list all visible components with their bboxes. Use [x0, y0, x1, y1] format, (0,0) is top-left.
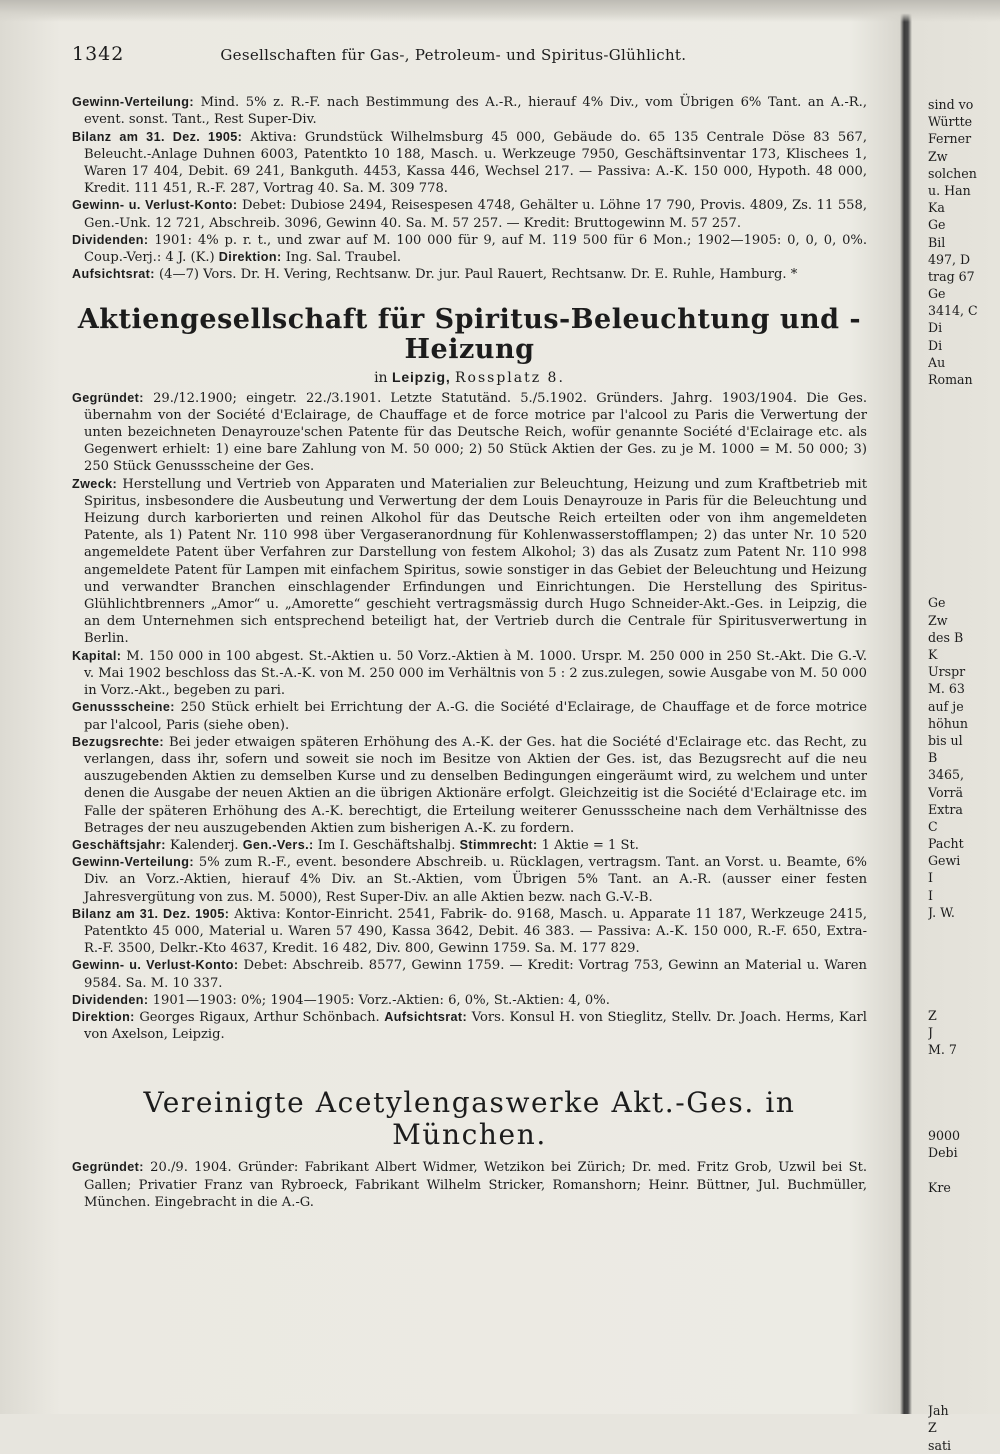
- entry1-gegruendet-paragraph: [72, 390, 867, 476]
- adjacent-page-line: Ge: [928, 595, 946, 611]
- entry1-location: [72, 369, 867, 387]
- adjacent-page-line: [928, 1093, 1000, 1110]
- adjacent-page-line: [928, 1110, 1000, 1127]
- entry1-bilanz-paragraph: [72, 906, 867, 958]
- adjacent-page-line: [928, 1351, 1000, 1368]
- adjacent-page-line: [928, 509, 1000, 526]
- entry1-gewinn-paragraph: [72, 854, 867, 906]
- entry1-genvers-text: Im I. Geschäftshalbj.: [317, 837, 456, 853]
- entry1-genussscheine-paragraph: [72, 699, 867, 733]
- entry1-direktion-label: Direktion:: [72, 1009, 135, 1024]
- adjacent-page-line: [928, 921, 1000, 938]
- adjacent-page-line: [928, 423, 1000, 440]
- adjacent-page-line: [928, 491, 1000, 508]
- adjacent-page-line: I: [928, 887, 933, 903]
- prev-gewinn-label: Gewinn-Verteilung:: [72, 95, 194, 110]
- adjacent-page-line: I: [928, 870, 933, 886]
- adjacent-page-line: Zw: [928, 148, 948, 164]
- adjacent-page-line: trag 67: [928, 268, 975, 284]
- prev-gewinn-text: Mind. 5% z. R.-F. nach Bestimmung des A.-R., hierauf 4% Div., vom Übrigen 6% Tant. an A.-R., event. sonst. Tant., Rest Super-Div.: [84, 95, 867, 128]
- entry1-aufsichtsrat-text: Vors. Konsul H. von Stieglitz, Stellv. Dr. Joach. Herms, Karl von Axelson, Leipzig.: [84, 1009, 867, 1043]
- adjacent-page-line: Ka: [928, 200, 945, 216]
- adjacent-page-line: Ferner: [928, 131, 972, 147]
- adjacent-page-line: Ge: [928, 286, 946, 302]
- entry1-bezugsrechte-label: Bezugsrechte:: [72, 734, 164, 749]
- entry2-title: Vereinigte Acetylengaswerke Akt.-Ges. in München.: [143, 1086, 796, 1152]
- adjacent-page-line: 3465,: [928, 767, 965, 783]
- previous-entry: [72, 94, 867, 283]
- adjacent-page-line: Debi: [928, 1145, 958, 1161]
- prev-bilanz-label: Bilanz am 31. Dez. 1905:: [72, 129, 243, 144]
- entry1-bilanz-text: Aktiva: Kontor-Einricht. 2541, Fabrik- do. 9168, Masch. u. Apparate 11 187, Werkzeuge 2415, Patentkto 45 000, Material u. Waren 57 490, Kassa 3642, Debit. 46 383. — Passiva: A.-K. 150 000, R.-F. 650, Extra-R.-F. 3500, Delkr.-Kto 4637, Kredit. 16 482, Div. 800, Gewinn 1759. Sa. M. 177 829.: [84, 906, 867, 957]
- adjacent-page-line: [928, 1213, 1000, 1230]
- entry1-gegruendet-text: 29./12.1900; eingetr. 22./3.1901. Letzte Statutänd. 5./5.1902. Gründers. Jahrg. 1903/1904. Die Ges. übernahm von der Société d'Eclairage, de Chauffage et de force motrice par l'alcool zu Paris die Verwertung der unten bezeichneten Denayrouze'schen Patente für das Deutsche Reich, wofür genannte Société d'Eclairage etc. als Gegenwert erhielt: 1) eine bare Zahlung von M. 50 000; 2) 50 Stück Aktien der Ges. zu je M. 1000 = M. 50 000; 3) 250 Stück Genussscheine der Ges.: [84, 390, 867, 475]
- adjacent-page-line: [928, 526, 1000, 543]
- adjacent-page-line: Di: [928, 337, 943, 353]
- prev-direktion-text: Ing. Sal. Traubel.: [285, 250, 402, 266]
- adjacent-page-line: Pacht: [928, 836, 964, 852]
- adjacent-page-line: [928, 1368, 1000, 1385]
- adjacent-page-line: [928, 1316, 1000, 1333]
- entry2-gegruendet-paragraph: [72, 1159, 867, 1211]
- entry1-stimmrecht-text: 1 Aktie = 1 St.: [541, 837, 639, 853]
- adjacent-page-line: Vorrä: [928, 784, 964, 800]
- adjacent-page-line: Zw: [928, 612, 948, 628]
- adjacent-page-line: Extra: [928, 801, 963, 817]
- adjacent-page-line: M. 7: [928, 1042, 957, 1058]
- adjacent-page-line: [928, 973, 1000, 990]
- entry1-guv-paragraph: [72, 957, 867, 991]
- entry1-gegruendet-label: Gegründet:: [72, 390, 144, 405]
- entry1-kapital-text: M. 150 000 in 100 abgest. St.-Aktien u. 50 Vorz.-Aktien à M. 1000. Urspr. M. 250 000 in 250 St.-Akt. Die G.-V. v. Mai 1902 beschloss das St.-A.-K. von M. 250 000 im Verhältnis von 5 : 2 zus.zulegen, sowie Ausgabe von M. 50 000 in Vorz.-Akt., begeben zu pari.: [84, 648, 867, 699]
- adjacent-page-line: [928, 560, 1000, 577]
- entry1-stimmrecht-label: Stimmrecht:: [459, 837, 538, 852]
- adjacent-page-line: Bil: [928, 234, 946, 250]
- adjacent-page-line: [928, 1059, 1000, 1076]
- running-title: Gesellschaften für Gas-, Petroleum- und Spiritus-Glühlicht.: [220, 46, 687, 64]
- entry2-gegruendet-text: 20./9. 1904. Gründer: Fabrikant Albert Widmer, Wetzikon bei Zürich; Dr. med. Fritz Grob, Uzwil bei St. Gallen; Privatier Franz van Rybroeck, Fabrikant Wilhelm Stricker, Romanshorn; Heinr. Büttner, Jul. Buchmüller, München. Eingebracht in die A.-G.: [84, 1160, 867, 1210]
- entry2-gegruendet-label: Gegründet:: [72, 1160, 144, 1175]
- adjacent-page-line: sind vo: [928, 97, 974, 112]
- entry1-dividenden-paragraph: [72, 992, 867, 1009]
- prev-bilanz-text: Aktiva: Grundstück Wilhelmsburg 45 000, Gebäude do. 65 135 Centrale Döse 83 567, Beleucht.-Anlage Duhnen 6003, Patentkto 10 188, Masch. u. Werkzeuge 7950, Geschäftsinventar 173, Klischees 1, Waren 17 404, Debit. 69 241, Bankguth. 4453, Kassa 446, Wechsel 217. — Passiva: A.-K. 150 000, Hypoth. 48 000, Kredit. 111 451, R.-F. 287, Vortrag 40. Sa. M. 309 778.: [84, 129, 867, 197]
- entry1-genussscheine-label: Genussscheine:: [72, 700, 175, 715]
- entry1-bezugsrechte-paragraph: [72, 734, 867, 837]
- adjacent-page-line: [928, 955, 1000, 972]
- entry1-gewinn-label: Gewinn-Verteilung:: [72, 855, 194, 870]
- adjacent-page-line: [928, 1282, 1000, 1299]
- prev-gewinn-paragraph: [72, 94, 867, 128]
- adjacent-page-line: Kre: [928, 1179, 951, 1195]
- entry1-geschaeftsjahr-text: Kalenderj.: [169, 837, 239, 853]
- adjacent-page-line: B: [928, 750, 938, 766]
- entry1-aufsichtsrat-label: Aufsichtsrat:: [384, 1009, 468, 1024]
- entry1-zweck-paragraph: [72, 476, 867, 648]
- adjacent-page-line: Urspr: [928, 664, 966, 680]
- prev-guv-label: Gewinn- u. Verlust-Konto:: [72, 198, 238, 213]
- entry1-location-city: Leipzig,: [392, 369, 451, 386]
- prev-dividenden-text: 1901: 4% p. r. t., und zwar auf M. 100 000 für 9, auf M. 119 500 für 6 Mon.; 1902—1905: 0, 0, 0, 0%. Coup.-Verj.: 4 J. (K.): [84, 232, 867, 266]
- adjacent-page-line: 3414, C: [928, 303, 978, 319]
- adjacent-page-line: des B: [928, 629, 964, 645]
- main-column: [72, 43, 867, 1211]
- page-number: 1342: [72, 43, 125, 65]
- adjacent-page-line: [928, 1076, 1000, 1093]
- entry1-location-street: Rossplatz 8.: [454, 370, 565, 387]
- entry1-bilanz-label: Bilanz am 31. Dez. 1905:: [72, 906, 230, 921]
- adjacent-page-line: [928, 1299, 1000, 1316]
- adjacent-page-line: [928, 440, 1000, 457]
- adjacent-page-line: [928, 1385, 1000, 1402]
- prev-aufsichtsrat-text: (4—7) Vors. Dr. H. Vering, Rechtsanw. Dr. jur. Paul Rauert, Rechtsanw. Dr. E. Ruhle, Hamburg. *: [159, 267, 798, 283]
- adjacent-page-line: 9000: [928, 1128, 961, 1144]
- adjacent-page-line: [928, 577, 1000, 594]
- adjacent-page-line: [928, 457, 1000, 474]
- adjacent-page-line: solchen: [928, 165, 977, 181]
- adjacent-page-line: M. 63: [928, 681, 965, 697]
- adjacent-page-line: [928, 543, 1000, 560]
- adjacent-page-fragment: [928, 96, 1000, 1454]
- entry1-zweck-label: Zweck:: [72, 476, 118, 491]
- adjacent-page-line: höhun: [928, 715, 969, 731]
- adjacent-page-line: J. W.: [928, 904, 955, 920]
- entry1-bezugsrechte-text: Bei jeder etwaigen späteren Erhöhung des A.-K. der Ges. hat die Société d'Eclairage etc. das Recht, zu verlangen, dass ihr, sofern und soweit sie noch im Besitze von Aktien der Ges. ist, das Bezugsrecht auf die neu auszugebenden Aktien zu demselben Kurse und zu denselben Bedingungen eingeräumt wird, zu welchem und unter denen die Ausgabe der neuen Aktien an die übrigen Aktionäre erfolgt. Gleichzeitig ist die Société d'Eclairage etc. im Falle der späteren Erhöhung des A.-K. berechtigt, die Erteilung weiterer Genussscheine nach dem Verhältnisse des Betrages der neu auszugebenden Aktien zum bisherigen A.-K. zu fordern.: [84, 734, 867, 836]
- entry1-title: Aktiengesellschaft für Spiritus-Beleuchtung und -Heizung: [77, 304, 862, 366]
- adjacent-page-line: Württe: [928, 114, 973, 130]
- entry1-direktion-text: Georges Rigaux, Arthur Schönbach.: [139, 1009, 380, 1025]
- adjacent-page-line: 497, D: [928, 251, 971, 267]
- adjacent-page-line: Jah: [928, 1403, 949, 1419]
- adjacent-page-line: bis ul: [928, 732, 963, 748]
- adjacent-page-line: [928, 1196, 1000, 1213]
- adjacent-page-line: Gewi: [928, 853, 961, 869]
- entry-acetylengaswerke: [72, 1087, 867, 1211]
- adjacent-page-line: [928, 938, 1000, 955]
- adjacent-page-line: Z: [928, 1420, 937, 1436]
- entry1-location-prefix: in: [374, 370, 388, 387]
- adjacent-page-line: Ge: [928, 217, 946, 233]
- entry1-direktion-paragraph: [72, 1009, 867, 1043]
- entry1-kapital-paragraph: [72, 648, 867, 700]
- adjacent-page-line: [928, 388, 1000, 405]
- prev-aufsichtsrat-paragraph: [72, 266, 867, 283]
- adjacent-page-line: u. Han: [928, 182, 971, 198]
- entry1-geschaeftsjahr-label: Geschäftsjahr:: [72, 837, 166, 852]
- entry1-dividenden-label: Dividenden:: [72, 992, 149, 1007]
- adjacent-page-line: J: [928, 1025, 934, 1041]
- page-header: [72, 43, 867, 65]
- adjacent-page-line: sati: [928, 1437, 952, 1453]
- entry1-dividenden-text: 1901—1903: 0%; 1904—1905: Vorz.-Aktien: 6, 0%, St.-Aktien: 4, 0%.: [152, 992, 610, 1008]
- entry1-kapital-label: Kapital:: [72, 648, 122, 663]
- adjacent-page-line: K: [928, 647, 938, 662]
- adjacent-page-line: Di: [928, 320, 943, 336]
- adjacent-page-line: [928, 1162, 1000, 1179]
- entry1-guv-label: Gewinn- u. Verlust-Konto:: [72, 958, 239, 973]
- prev-guv-paragraph: [72, 197, 867, 231]
- scan-top-edge: [0, 0, 1000, 22]
- adjacent-page-line: [928, 1265, 1000, 1282]
- entry1-geschaeftsjahr-paragraph: [72, 837, 867, 854]
- entry-spiritus-beleuchtung: [72, 305, 867, 1043]
- prev-dividenden-label: Dividenden:: [72, 232, 149, 247]
- adjacent-page-line: [928, 405, 1000, 422]
- prev-guv-text: Debet: Dubiose 2494, Reisespesen 4748, Gehälter u. Löhne 17 790, Provis. 4809, Zs. 11 558, Gen.-Unk. 12 721, Abschreib. 3096, Gewinn 40. Sa. M. 57 257. — Kredit: Bruttogewinn M. 57 257.: [84, 198, 867, 231]
- adjacent-page-line: Z: [928, 1007, 937, 1023]
- adjacent-page-line: [928, 474, 1000, 491]
- prev-bilanz-paragraph: [72, 129, 867, 198]
- adjacent-page-line: auf je: [928, 698, 964, 714]
- adjacent-page-line: [928, 1248, 1000, 1265]
- adjacent-page-line: Au: [928, 354, 946, 370]
- adjacent-page-line: [928, 1334, 1000, 1351]
- adjacent-page-line: [928, 990, 1000, 1007]
- prev-direktion-label: Direktion:: [218, 250, 282, 265]
- entry1-genvers-label: Gen.-Vers.:: [242, 837, 314, 852]
- adjacent-page-line: C: [928, 818, 938, 834]
- entry1-guv-text: Debet: Abschreib. 8577, Gewinn 1759. — Kredit: Vortrag 753, Gewinn an Material u. Waren 9584. Sa. M. 10 337.: [84, 958, 867, 991]
- entry1-zweck-text: Herstellung und Vertrieb von Apparaten und Materialien zur Beleuchtung, Heizung und zum Kraftbetrieb mit Spiritus, insbesondere die Ausbeutung und Verwertung der dem Louis Denayrouze in Paris für die Beleuchtung und Heizung durch karborierten und reinen Alkohol für das Deutsche Reich erteilten oder von ihm angemeldeten Patente, als 1) Patent Nr. 110 998 über Vergaseranordnung für Kohlenwasserstofflampen; 2) das unter Nr. 10 520 angemeldete Patent über Verfahren zur Darstellung von festem Alkohol; 3) das als Zusatz zum Patent Nr. 110 998 angemeldete Patent für Lampen mit einfachem Spiritus, sowie sonstiger in das Gebiet der Beleuchtung und Heizung und verwandter Branchen einschlagender Erfindungen und Einrichtungen. Die Herstellung des Spiritus-Glühlichtbrenners „Amor“ u. „Amorette“ geschieht vertragsmässig durch Hugo Schneider-Akt.-Ges. in Leipzig, die an dem Unternehmen sich entsprechend beteiligt hat, der Vertrieb durch die Centrale für Spiritusverwertung in Berlin.: [84, 476, 867, 647]
- adjacent-page-line: Roman: [928, 372, 973, 387]
- entry1-gewinn-text: 5% zum R.-F., event. besondere Abschreib. u. Rücklagen, vertragsm. Tant. an Vorst. u. Beamte, 6% Div. an Vorz.-Aktien, hierauf 4% Div. an St.-Aktien, vom Übrigen 5% Tant. an A.-R. (ausser einer festen Jahresvergütung von zus. M. 5000), Rest Super-Div. an alle Aktien bezw. nach G.-V.-B.: [84, 855, 867, 905]
- adjacent-page-line: [928, 1230, 1000, 1247]
- prev-aufsichtsrat-label: Aufsichtsrat:: [72, 267, 155, 282]
- entry1-genussscheine-text: 250 Stück erhielt bei Errichtung der A.-G. die Société d'Eclairage, de Chauffage et de force motrice par l'alcool, Paris (siehe oben).: [84, 700, 867, 733]
- prev-dividenden-paragraph: [72, 232, 867, 266]
